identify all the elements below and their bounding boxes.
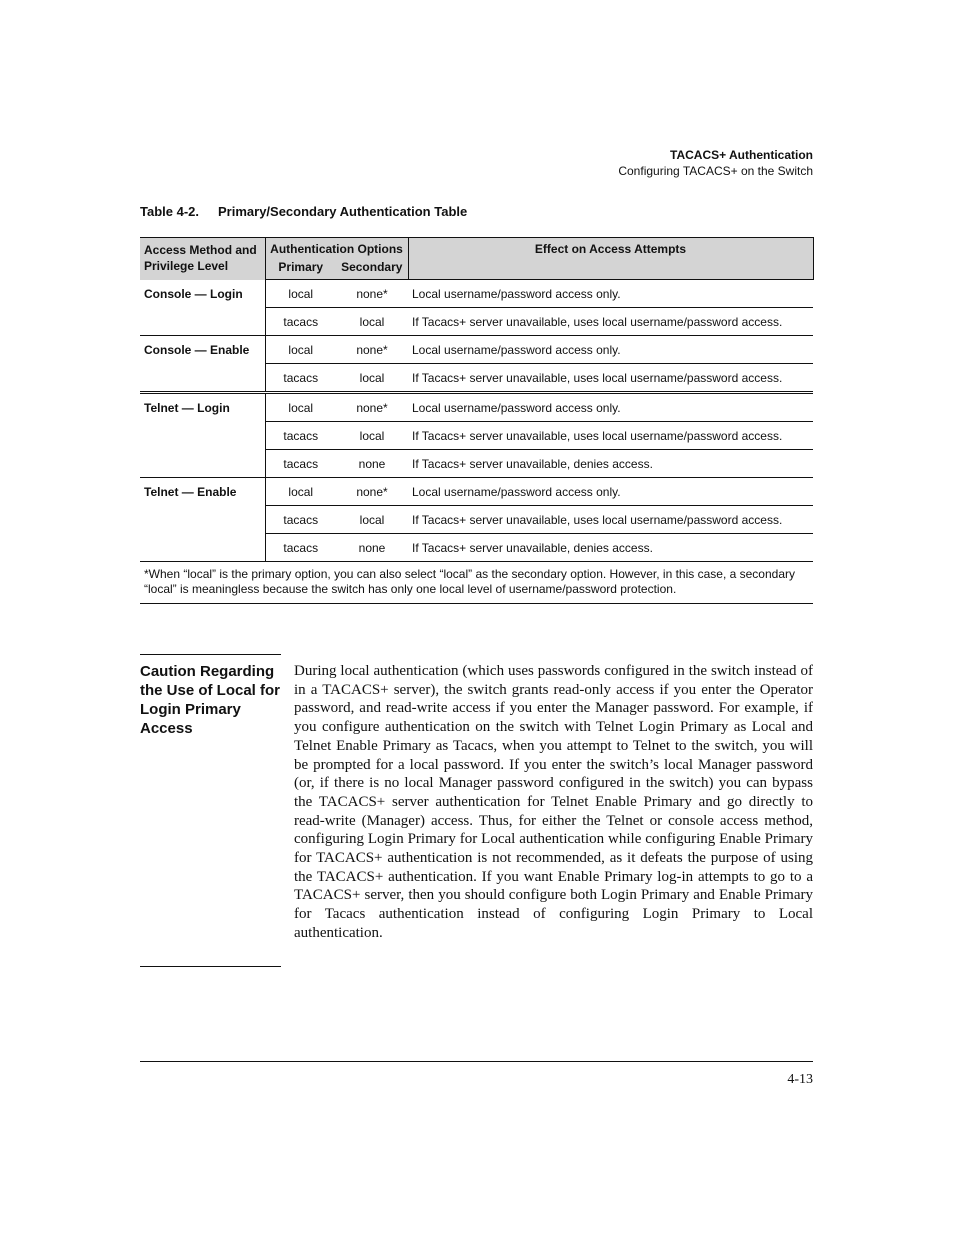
footer-rule xyxy=(140,1061,813,1062)
header-secondary: Secondary xyxy=(336,256,408,280)
caution-bottom-rule xyxy=(140,966,281,967)
table-row xyxy=(140,280,813,308)
cell-secondary: local xyxy=(336,308,408,336)
cell-effect: If Tacacs+ server unavailable, uses local username/password access. xyxy=(408,308,813,336)
page-number: 4-13 xyxy=(787,1072,813,1087)
table-footnote: *When “local” is the primary option, you can also select “local” as the secondary option. However, in this case, a secondary “local” is meaningless because the switch has only one local level of username/password protection. xyxy=(140,562,813,604)
cell-effect: If Tacacs+ server unavailable, uses local username/password access. xyxy=(408,422,813,450)
cell-primary: tacacs xyxy=(265,422,336,450)
header-access-method: Access Method and Privilege Level xyxy=(140,238,265,280)
authentication-table xyxy=(140,237,814,604)
cell-secondary: local xyxy=(336,506,408,534)
running-head-section: Configuring TACACS+ on the Switch xyxy=(618,164,813,178)
cell-effect: Local username/password access only. xyxy=(408,393,813,422)
cell-secondary: none* xyxy=(336,336,408,364)
table-footnote-row xyxy=(140,562,813,604)
cell-effect: Local username/password access only. xyxy=(408,478,813,506)
cell-primary: tacacs xyxy=(265,450,336,478)
table-caption-number: Table 4-2. xyxy=(140,204,200,219)
group-label: Telnet — Login xyxy=(140,393,265,478)
group-label: Console — Enable xyxy=(140,336,265,393)
cell-secondary: none* xyxy=(336,478,408,506)
table-caption xyxy=(140,204,467,219)
cell-primary: tacacs xyxy=(265,506,336,534)
header-primary: Primary xyxy=(265,256,336,280)
cell-secondary: none* xyxy=(336,280,408,308)
cell-secondary: none* xyxy=(336,393,408,422)
running-head-chapter: TACACS+ Authentication xyxy=(670,148,813,162)
cell-effect: Local username/password access only. xyxy=(408,280,813,308)
cell-effect: If Tacacs+ server unavailable, denies access. xyxy=(408,534,813,562)
header-authentication-options: Authentication Options xyxy=(265,238,408,257)
cell-primary: tacacs xyxy=(265,364,336,393)
table-row xyxy=(140,336,813,364)
header-effect: Effect on Access Attempts xyxy=(408,238,813,280)
running-head xyxy=(618,147,813,179)
cell-primary: tacacs xyxy=(265,308,336,336)
caution-top-rule xyxy=(140,654,281,655)
cell-primary: local xyxy=(265,280,336,308)
caution-heading: Caution Regarding the Use of Local for Login Primary Access xyxy=(140,663,281,737)
cell-primary: local xyxy=(265,478,336,506)
group-label: Telnet — Enable xyxy=(140,478,265,562)
cell-secondary: none xyxy=(336,534,408,562)
cell-primary: local xyxy=(265,393,336,422)
cell-primary: local xyxy=(265,336,336,364)
group-label: Console — Login xyxy=(140,280,265,336)
cell-effect: If Tacacs+ server unavailable, uses local username/password access. xyxy=(408,506,813,534)
table-row xyxy=(140,393,813,422)
cell-primary: tacacs xyxy=(265,534,336,562)
cell-effect: Local username/password access only. xyxy=(408,336,813,364)
cell-effect: If Tacacs+ server unavailable, denies access. xyxy=(408,450,813,478)
caution-body: During local authentication (which uses passwords configured in the switch instead of in a TACACS+ server), the switch grants read-only access if you enter the Operator password, and read-write access if you enter the Manager password. For example, if you configure authentication on the switch with Telnet Login Primary as Local and Telnet Enable Primary as Tacacs, when you attempt to Telnet to the switch, you will be prompted for a local password. If you enter the switch’s local Manager password (or, if there is no local Manager password configured in the switch) you can bypass the TACACS+ server authentication for Telnet Enable Primary and go directly to read-write (Manager) access. Thus, for either the Telnet or console access method, configuring Login Primary for Local authentication while configuring Enable Primary for TACACS+ authentication is not recommended, as it defeats the purpose of using the TACACS+ authentication. If you want Enable Primary log-in attempts to go to a TACACS+ server, then you should configure both Login Primary and Enable Primary for Tacacs authentication instead of configuring Login Primary to Local authentication. xyxy=(294,663,813,941)
cell-secondary: local xyxy=(336,422,408,450)
cell-secondary: local xyxy=(336,364,408,393)
table-row xyxy=(140,478,813,506)
cell-effect: If Tacacs+ server unavailable, uses local username/password access. xyxy=(408,364,813,393)
cell-secondary: none xyxy=(336,450,408,478)
table-caption-title: Primary/Secondary Authentication Table xyxy=(218,204,468,219)
